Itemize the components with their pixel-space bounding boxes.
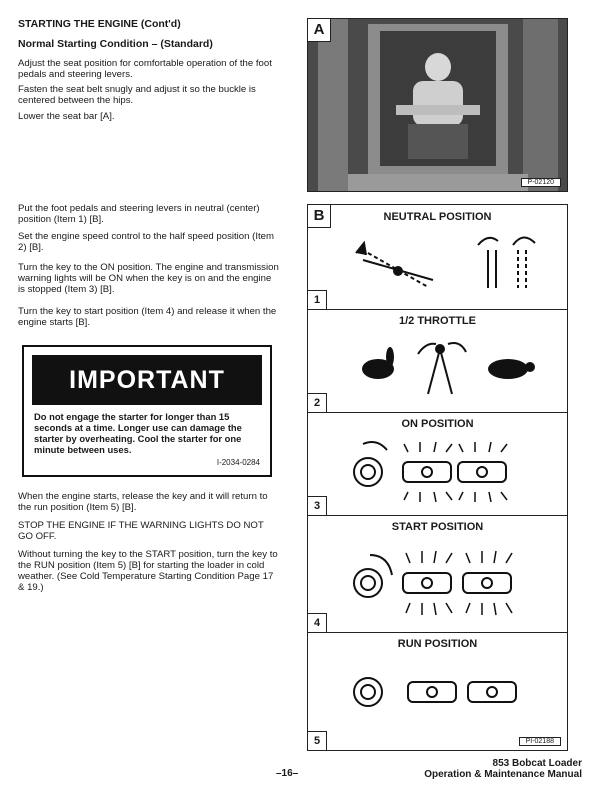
page-number: –16– [276,768,299,779]
panel-neutral [308,205,567,310]
run-illustration [308,632,567,750]
on-illustration [308,412,567,515]
figure-code: P-02120 [521,178,561,187]
paragraph-stop: STOP THE ENGINE IF THE WARNING LIGHTS DO NOT GO OFF. [18,520,264,542]
subheading: Normal Starting Condition – (Standard) [18,38,213,50]
panel-number: 1 [308,290,327,309]
section-heading: STARTING THE ENGINE (Cont'd) [18,18,181,30]
panel-title: NEUTRAL POSITION [383,211,492,223]
throttle-illustration [308,309,567,412]
turtle-icon [488,359,528,379]
panel-run [308,632,567,751]
important-text: Do not engage the starter for longer than 15 seconds at a time. Longer use can damage the starter by overheating. Cool the starter for one minute between uses. [34,411,242,455]
paragraph-on: Turn the key to the ON position. The engine and transmission warning lights will be ON when the key is on and the engine is stopped (Item 3) [B]. [18,262,279,295]
manual-name: Operation & Maintenance Manual [424,769,582,780]
important-title: IMPORTANT [32,355,262,405]
panel-start [308,515,567,633]
panel-number: 2 [308,393,327,412]
paragraph-seat: Adjust the seat position for comfortable operation of the foot pedals and steering levers. [18,58,272,80]
panel-number: 5 [308,731,327,750]
panel-title: START POSITION [391,521,484,533]
paragraph-seatbar: Lower the seat bar [A]. [18,111,115,122]
figure-code: PI-02188 [519,737,561,746]
key-switch-icon [354,569,382,597]
panel-on [308,412,567,516]
paragraph-seatbelt: Fasten the seat belt snugly and adjust it so the buckle is centered between the hips. [18,84,256,106]
panel-title: RUN POSITION [397,638,478,650]
figure-a [307,18,568,192]
panel-title: ON POSITION [401,418,474,430]
panel-throttle [308,309,567,413]
important-notice [22,345,272,477]
panel-title: 1/2 THROTTLE [398,315,476,327]
paragraph-run: When the engine starts, release the key and it will return to the run position (Item 5) [B]. [18,491,268,513]
paragraph-neutral: Put the foot pedals and steering levers in neutral (center) position (Item 1) [B]. [18,203,260,225]
neutral-illustration [308,205,567,309]
important-code: I-2034-0284 [216,458,260,467]
start-illustration [308,515,567,632]
figure-b [307,204,568,751]
manual-title [424,758,582,780]
paragraph-start: Turn the key to start position (Item 4) and release it when the engine starts [B]. [18,306,277,328]
figure-letter: B [308,205,331,228]
paragraph-cold: Without turning the key to the START position, turn the key to the RUN position (Item 5) [B] for starting the loader in cold weather. (See Cold Temperature Starting Condition Page 17 & 19.) [18,549,278,593]
paragraph-speed: Set the engine speed control to the half speed position (Item 2) [B]. [18,231,275,253]
key-switch-icon [354,678,382,706]
panel-number: 4 [308,613,327,632]
model-name: 853 Bobcat Loader [492,758,582,769]
key-switch-icon [354,458,382,486]
panel-number: 3 [308,496,327,515]
operator-photo [308,19,567,191]
figure-letter: A [308,19,331,42]
